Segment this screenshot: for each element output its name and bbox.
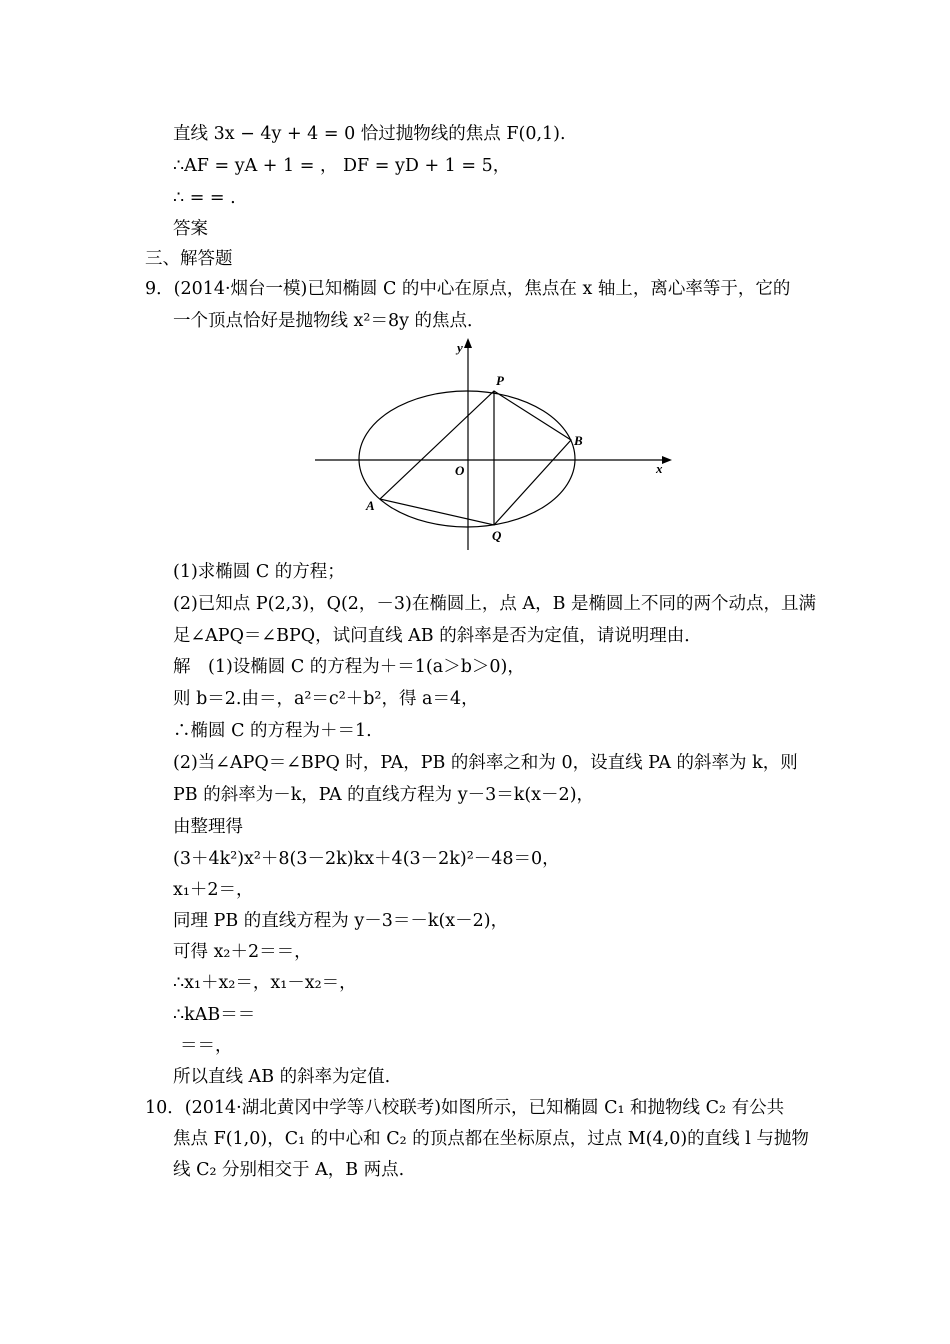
problem-9-line-1: 9．(2014·烟台一模)已知椭圆 C 的中心在原点，焦点在 x 轴上，离心率等于，它的: [145, 279, 791, 299]
problem-9-line-2: 一个顶点恰好是抛物线 x²＝8y 的焦点．: [173, 311, 485, 331]
problem-10-line-1: 10．(2014·湖北黄冈中学等八校联考)如图所示，已知椭圆 C₁ 和抛物线 C₂ 有公共: [145, 1098, 785, 1118]
solution-line-6: 由整理得: [173, 817, 243, 837]
label-Q: Q: [492, 528, 502, 543]
section-heading: 三、解答题: [145, 249, 233, 269]
label-A: A: [366, 498, 375, 513]
text-line-1: 直线 3x − 4y + 4 = 0 恰过抛物线的焦点 F(0,1).: [173, 124, 566, 144]
solution-line-2: 则 b＝2.由＝，a²＝c²＋b²，得 a＝4，: [173, 689, 479, 709]
solution-line-3: ∴椭圆 C 的方程为＋＝1.: [173, 721, 372, 741]
problem-9-part-2-line-2: 足∠APQ＝∠BPQ，试问直线 AB 的斜率是否为定值，请说明理由．: [173, 626, 702, 646]
label-B: B: [574, 433, 583, 448]
y-axis-arrow-icon: [464, 338, 472, 348]
ellipse-figure: [310, 335, 680, 560]
x-axis-arrow-icon: [662, 456, 672, 464]
label-O: O: [455, 463, 465, 478]
ellipse-curve: [359, 391, 575, 527]
solution-line-9: 同理 PB 的直线方程为 y－3＝－k(x－2)，: [173, 911, 509, 931]
label-y: y: [457, 340, 463, 355]
solution-line-10: 可得 x₂＋2＝＝，: [173, 942, 312, 962]
solution-line-11: ∴x₁＋x₂＝，x₁－x₂＝，: [173, 973, 357, 993]
label-P: P: [496, 373, 504, 388]
text-line-2: ∴AF = yA + 1 = ， DF = yD + 1 = 5，: [173, 156, 511, 176]
label-x: x: [656, 461, 663, 476]
solution-line-14: 所以直线 AB 的斜率为定值.: [173, 1067, 391, 1087]
problem-10-line-2: 焦点 F(1,0)，C₁ 的中心和 C₂ 的顶点都在坐标原点，过点 M(4,0)的直线 l 与抛物: [173, 1129, 809, 1149]
solution-line-8: x₁＋2＝，: [173, 880, 254, 900]
problem-9-part-2-line-1: (2)已知点 P(2,3)，Q(2，－3)在椭圆上，点 A，B 是椭圆上不同的两个动点，且满: [173, 594, 817, 614]
problem-10-line-3: 线 C₂ 分别相交于 A，B 两点.: [173, 1160, 405, 1180]
solution-line-12: ∴kAB＝＝: [173, 1005, 256, 1025]
text-line-3: ∴ = = .: [173, 188, 236, 208]
solution-line-13: ＝＝，: [180, 1036, 233, 1056]
solution-line-5: PB 的斜率为－k，PA 的直线方程为 y－3＝k(x－2)，: [173, 785, 595, 805]
solution-line-4: (2)当∠APQ＝∠BPQ 时，PA，PB 的斜率之和为 0，设直线 PA 的斜率为 k，则: [173, 753, 798, 773]
answer-heading: 答案: [173, 219, 208, 239]
quadrilateral-APBQ: [380, 391, 571, 525]
problem-9-part-1: (1)求椭圆 C 的方程；: [173, 562, 345, 582]
solution-line-7: (3＋4k²)x²＋8(3－2k)kx＋4(3－2k)²－48＝0，: [173, 849, 560, 869]
solution-line-1: 解 (1)设椭圆 C 的方程为＋＝1(a＞b＞0)，: [173, 657, 525, 677]
